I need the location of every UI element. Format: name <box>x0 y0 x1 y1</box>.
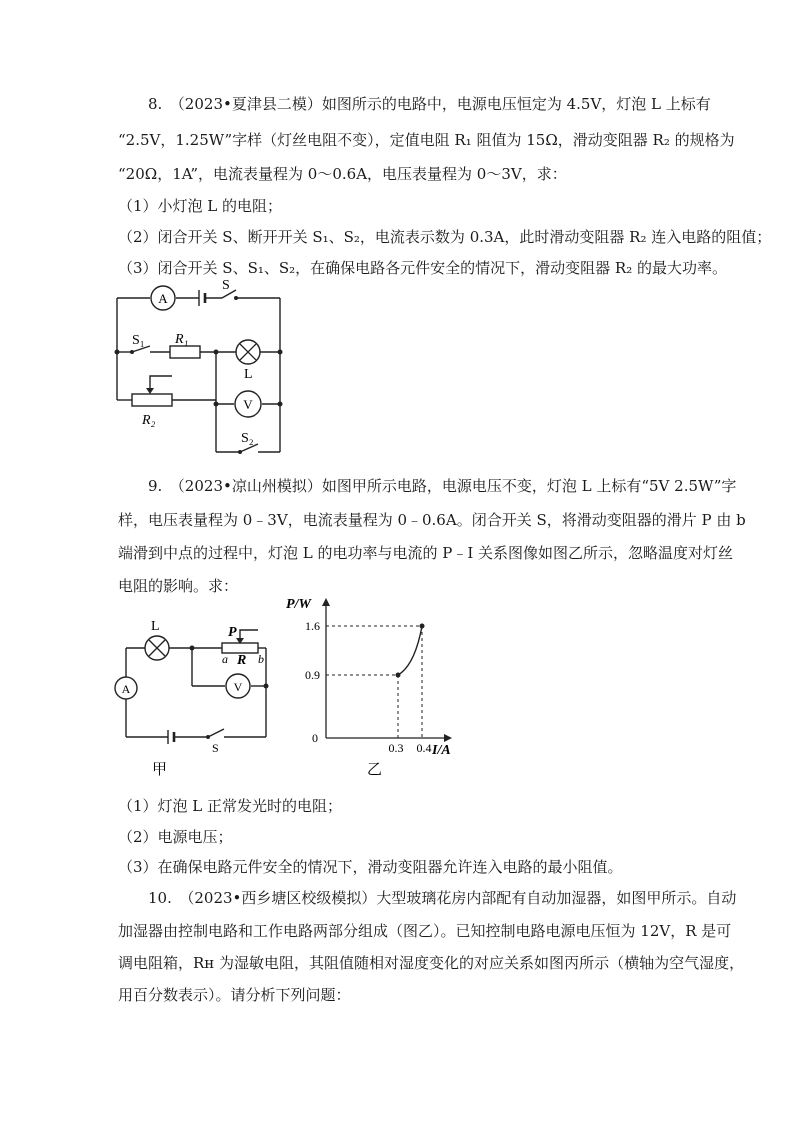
switch-s1-label: S₁ <box>132 333 145 348</box>
end-a-label: a <box>222 652 228 666</box>
q8-sub-2: （2）闭合开关 S、断开开关 S₁、S₂，电流表示数为 0.3A，此时滑动变阻器 R₂ 连入电路的阻值； <box>118 228 772 246</box>
r2-label: R₂ <box>142 413 156 428</box>
y-tick-label-high: 1.6 <box>305 619 320 633</box>
q9-sub-3: （3）在确保电路元件安全的情况下，滑动变阻器允许连入电路的最小阻值。 <box>118 858 623 876</box>
q9-line-4: 电阻的影响。求： <box>118 577 239 595</box>
y-axis-label: P/W <box>286 597 311 612</box>
ammeter-label: A <box>158 291 168 306</box>
q9-circuit-diagram-jia <box>108 608 278 778</box>
slider-label: P <box>228 625 237 640</box>
q8-line-3: “20Ω，1A”，电流表量程为 0～0.6A，电压表量程为 0～3V，求： <box>118 165 567 183</box>
data-point-low <box>396 673 401 678</box>
q8-sub-1: （1）小灯泡 L 的电阻； <box>118 197 283 215</box>
q9-sub-1: （1）灯泡 L 正常发光时的电阻； <box>118 797 343 815</box>
switch-s2-label: S₂ <box>241 431 254 446</box>
q9-line-1: 9. （2023•凉山州模拟）如图甲所示电路，电源电压不变，灯泡 L 上标有“5V 2.5W”字 <box>148 477 737 495</box>
q10-line-4: 用百分数表示）。请分析下列问题： <box>118 986 351 1004</box>
q9-line-2: 样，电压表量程为 0﹣3V，电流表量程为 0﹣0.6A。闭合开关 S，将滑动变阻器的滑片 P 由 b <box>118 511 746 529</box>
lamp-label: L <box>244 367 253 382</box>
switch-s-label: S <box>222 278 230 293</box>
q10-line-2: 加湿器由控制电路和工作电路两部分组成（图乙）。已知控制电路电源电压恒为 12V，R 是可 <box>118 922 732 940</box>
ammeter-label: A <box>121 682 131 696</box>
data-point-high <box>420 624 425 629</box>
lamp-label: L <box>151 619 160 634</box>
switch-label: S <box>212 741 219 755</box>
voltmeter-label: V <box>243 397 253 412</box>
pi-curve-series <box>398 626 422 675</box>
q8-line-1: 8. （2023•夏津县二模）如图所示的电路中，电源电压恒定为 4.5V，灯泡 L 上标有 <box>148 95 711 113</box>
q9-pi-graph-yi <box>280 592 480 780</box>
end-b-label: b <box>258 652 264 666</box>
q10-line-1: 10. （2023•西乡塘区校级模拟）大型玻璃花房内部配有自动加湿器，如图甲所示。自动 <box>148 889 737 907</box>
x-tick-label-low: 0.3 <box>388 741 404 755</box>
caption-yi: 乙 <box>367 762 383 778</box>
x-axis-label: I/A <box>432 743 451 758</box>
origin-label: 0 <box>312 731 318 745</box>
q10-line-3: 调电阻箱，Rʜ 为湿敏电阻，其阻值随相对湿度变化的对应关系如图丙所示（横轴为空气湿度， <box>118 954 745 972</box>
q9-line-3: 端滑到中点的过程中，灯泡 L 的电功率与电流的 P﹣I 关系图像如图乙所示，忽略温度对灯丝 <box>118 544 734 562</box>
q8-sub-3: （3）闭合开关 S、S₁、S₂，在确保电路各元件安全的情况下，滑动变阻器 R₂ 的最大功率。 <box>118 259 728 277</box>
caption-jia: 甲 <box>152 762 168 778</box>
q9-sub-2: （2）电源电压； <box>118 828 233 846</box>
x-tick-label-high: 0.4 <box>416 741 432 755</box>
voltmeter-label: V <box>233 680 243 694</box>
q8-line-2: “2.5V，1.25W”字样（灯丝电阻不变），定值电阻 R₁ 阻值为 15Ω，滑动变阻器 R₂ 的规格为 <box>118 131 735 149</box>
y-tick-label-low: 0.9 <box>305 668 320 682</box>
q8-circuit-diagram <box>100 276 300 460</box>
r1-label: R₁ <box>175 332 189 347</box>
rheostat-label: R <box>237 653 247 668</box>
